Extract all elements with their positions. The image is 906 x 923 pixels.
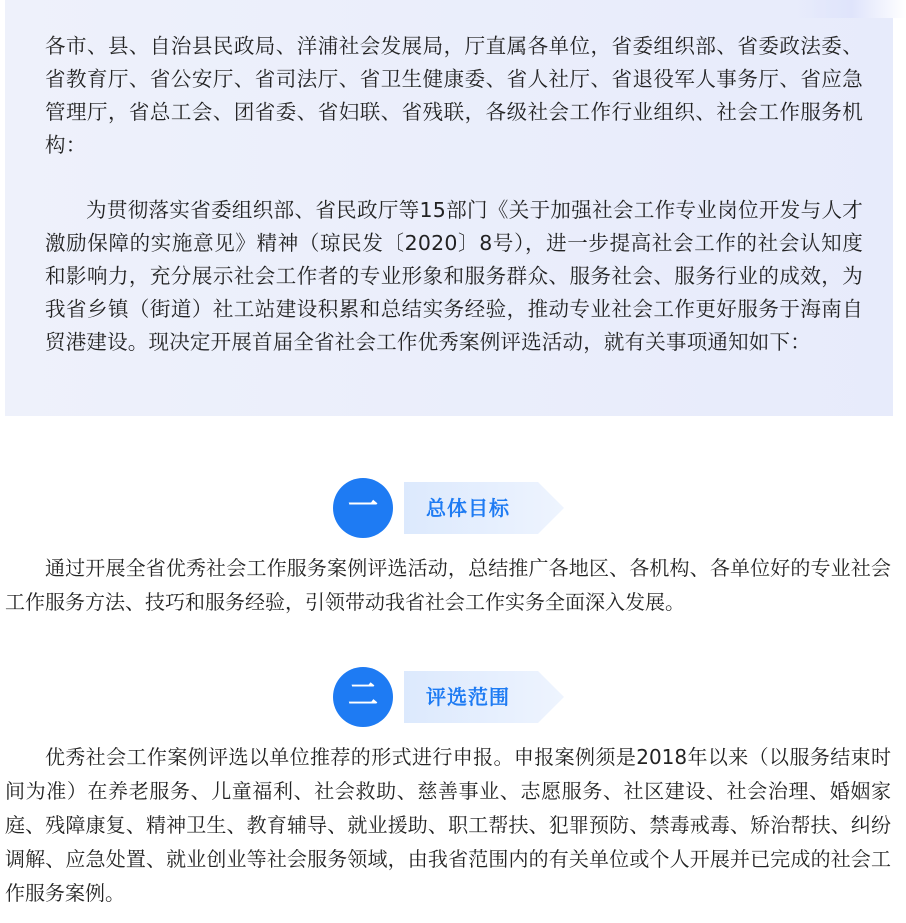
section-number-badge: 二 bbox=[333, 667, 393, 727]
section-paragraph-goal: 通过开展全省优秀社会工作服务案例评选活动，总结推广各地区、各机构、各单位好的专业社会工作服务方法、技巧和服务经验，引领带动我省社会工作实务全面深入发展。 bbox=[5, 556, 891, 614]
section-title-tag bbox=[404, 482, 564, 534]
section-title: 评选范围 bbox=[426, 685, 510, 709]
section-paragraph-scope: 优秀社会工作案例评选以单位推荐的形式进行申报。申报案例须是2018年以来（以服务结束时间为准）在养老服务、儿童福利、社会救助、慈善事业、志愿服务、社区建设、社会治理、婚姻家庭、残障康复、精神卫生、教育辅导、就业援助、职工帮扶、犯罪预防、禁毒戒毒、矫治帮扶、纠纷调解、应急处置、就业创业等社会服务领域，由我省范围内的有关单位或个人开展并已完成的社会工作服务案例。 bbox=[5, 745, 891, 905]
section-number-badge: 一 bbox=[333, 478, 393, 538]
intro-panel bbox=[5, 0, 893, 416]
salutation-text: 各市、县、自治县民政局、洋浦社会发展局，厅直属各单位，省委组织部、省委政法委、省教育厅、省公安厅、省司法厅、省卫生健康委、省人社厅、省退役军人事务厅、省应急管理厅，省总工会、团省委、省妇联、省残联，各级社会工作行业组织、社会工作服务机构： bbox=[45, 34, 863, 157]
section-header-goal bbox=[333, 478, 573, 540]
section-title-tag bbox=[404, 671, 564, 723]
section-title: 总体目标 bbox=[426, 496, 510, 520]
intro-paragraph: 为贯彻落实省委组织部、省民政厅等15部门《关于加强社会工作专业岗位开发与人才激励保障的实施意见》精神（琼民发〔2020〕8号），进一步提高社会工作的社会认知度和影响力，充分展示社会工作者的专业形象和服务群众、服务社会、服务行业的成效，为我省乡镇（街道）社工站建设积累和总结实务经验，推动专业社会工作更好服务于海南自贸港建设。现决定开展首届全省社会工作优秀案例评选活动，就有关事项通知如下： bbox=[45, 198, 863, 354]
section-header-scope bbox=[333, 667, 573, 729]
